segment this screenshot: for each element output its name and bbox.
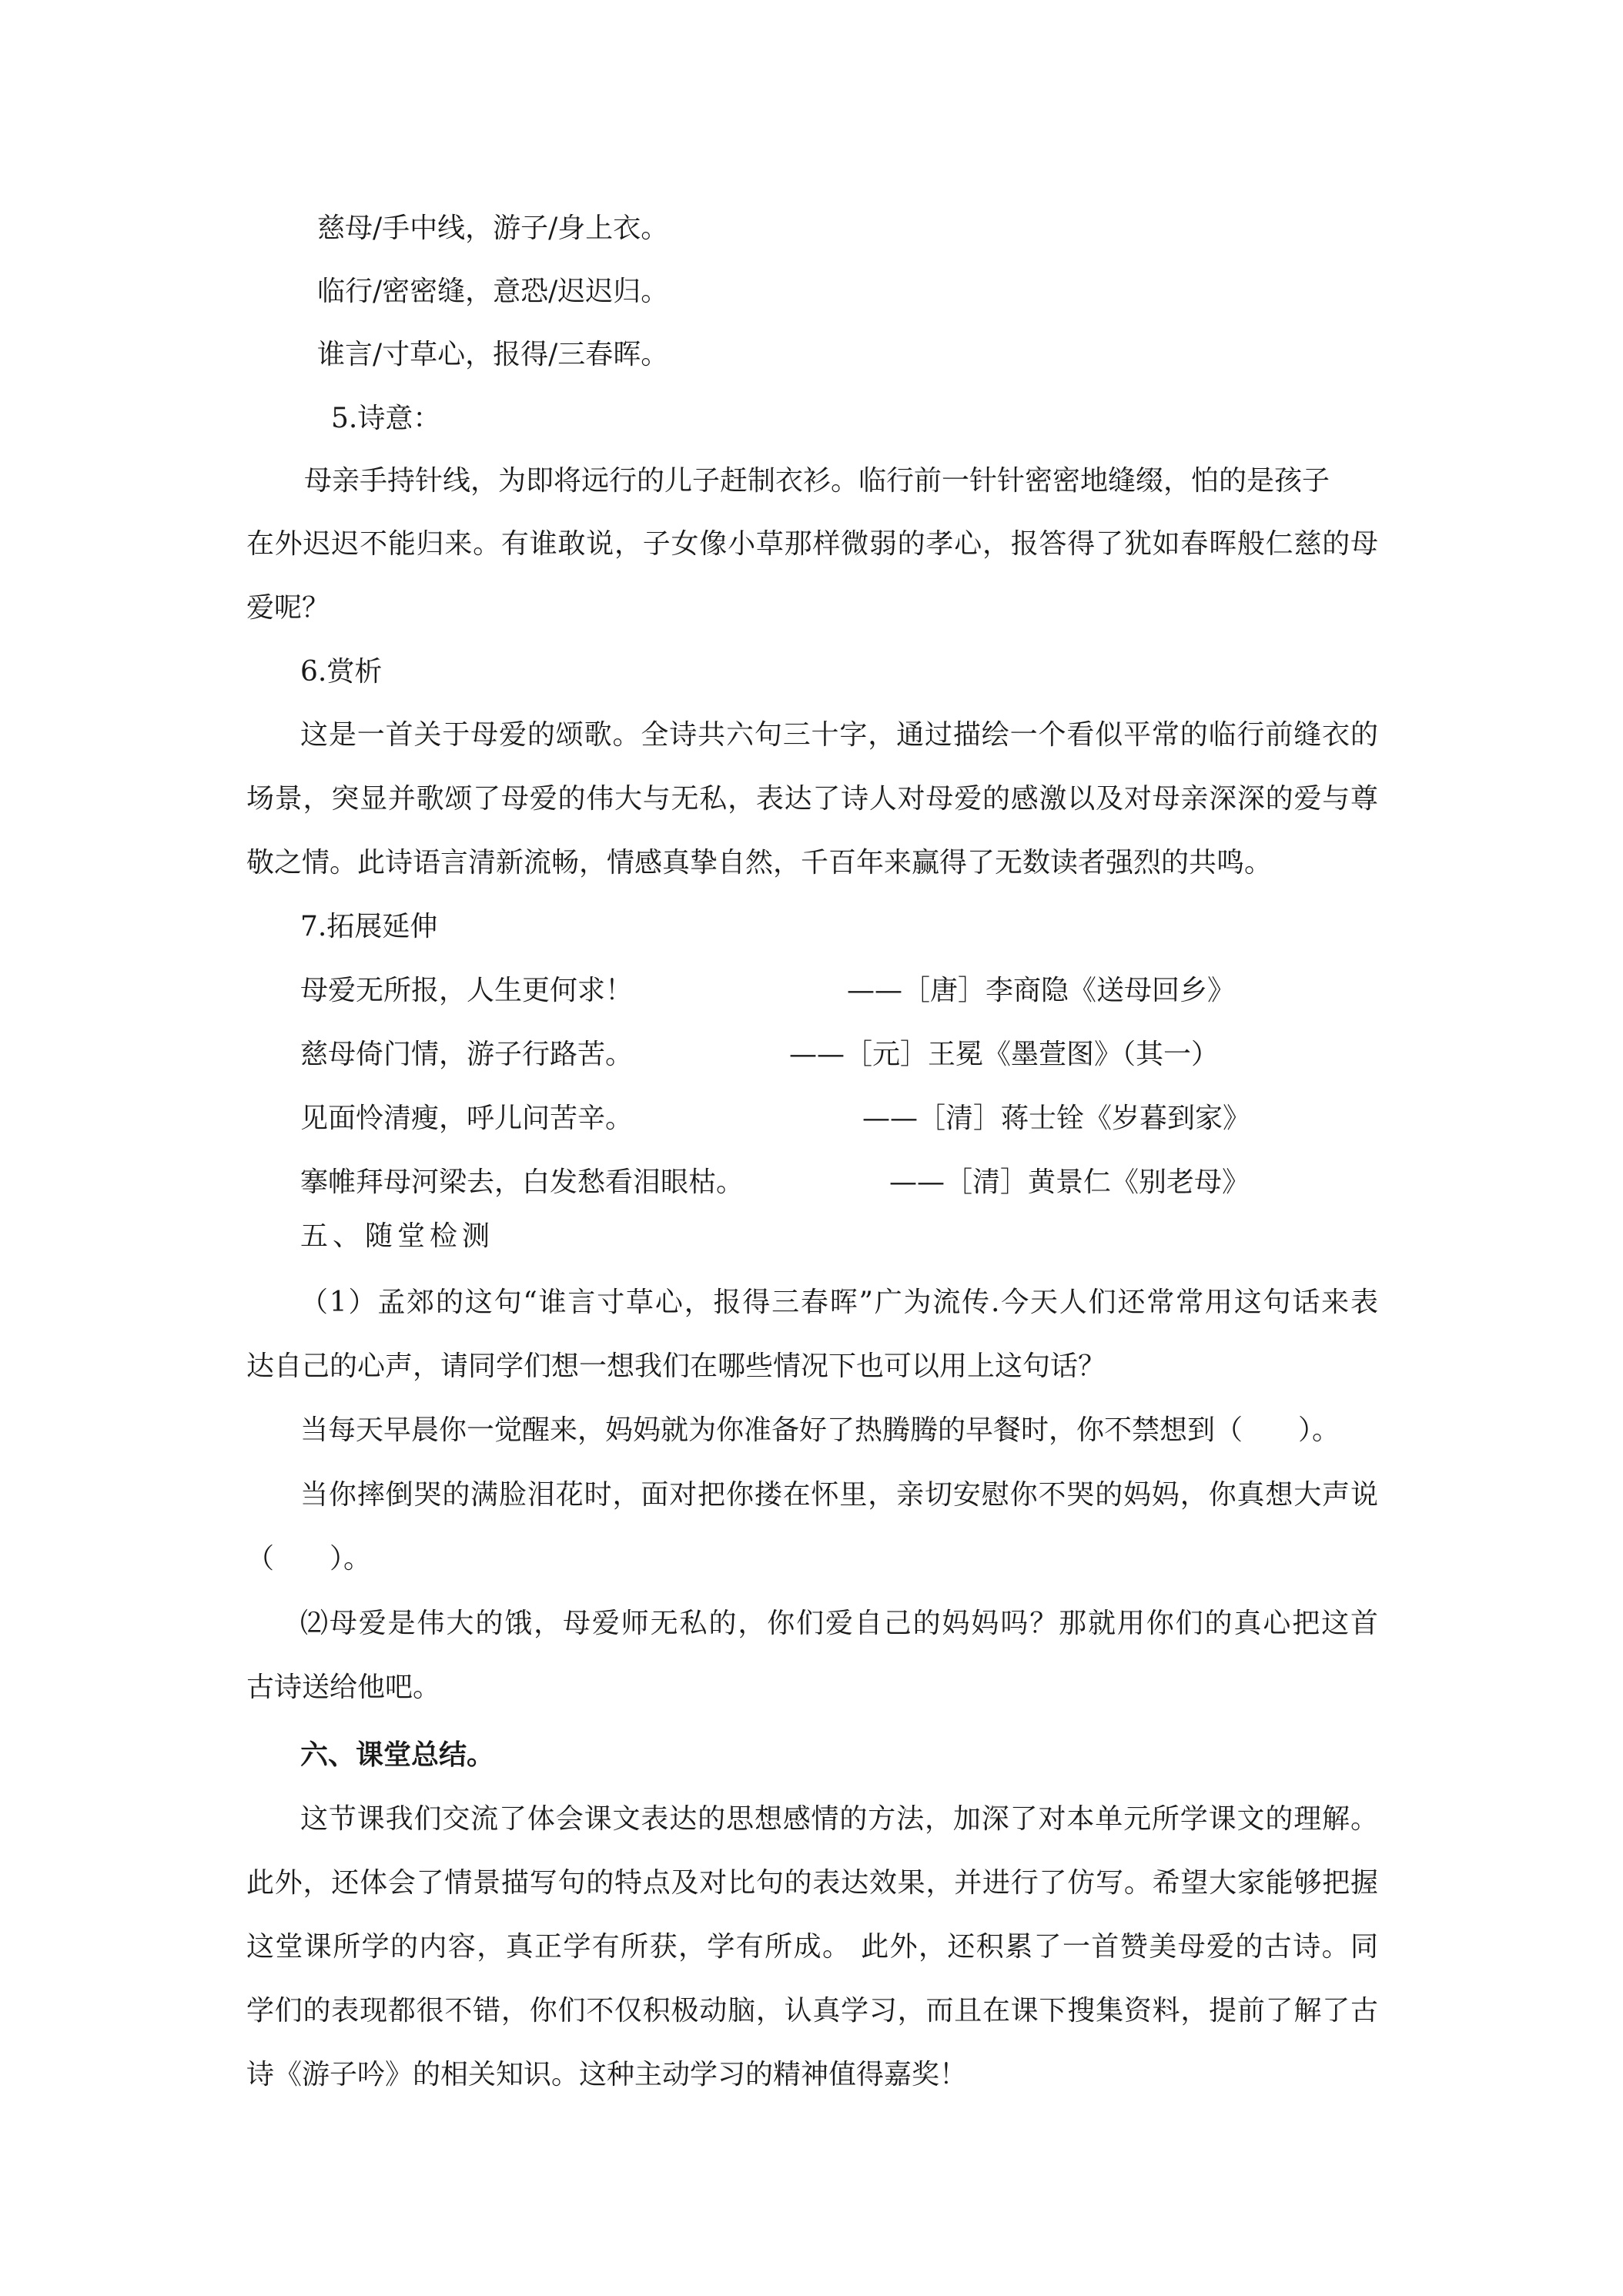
paragraph-line: 这是一首关于母爱的颂歌。全诗共六句三十字，通过描绘一个看似平常的临行前缝衣的 [300,719,1378,751]
section-heading-meaning: 5.诗意： [331,403,441,434]
poem-line: 临行/密密缝，意恐/迟迟归。 [317,276,669,307]
poem-line: 慈母/手中线，游子/身上衣。 [317,213,669,244]
extension-verse: 见面怜清瘦，呼儿问苦辛。 [300,1103,634,1134]
paragraph-line: 场景，突显并歌颂了母爱的伟大与无私，表达了诗人对母爱的感激以及对母亲深深的爱与尊 [246,783,1378,815]
paragraph-line: 古诗送给他吧。 [246,1672,441,1703]
extension-verse: 搴帷拜母河梁去，白发愁看泪眼枯。 [300,1166,745,1198]
section-heading-check: 五、随堂检测 [300,1220,495,1252]
section-heading-summary: 六、课堂总结。 [300,1739,495,1771]
paragraph-line: 在外迟迟不能归来。有谁敢说，子女像小草那样微弱的孝心，报答得了犹如春晖般仁慈的母 [246,528,1378,560]
fill-blank-question: 当你摔倒哭的满脸泪花时，面对把你搂在怀里，亲切安慰你不哭的妈妈，你真想大声说 [300,1479,1378,1511]
paragraph-line: 爱呢？ [246,592,330,624]
paragraph-line: （1）孟郊的这句“谁言寸草心，报得三春晖”广为流传.今天人们还常常用这句话来表 [300,1287,1378,1318]
paragraph-line: 诗《游子吟》的相关知识。这种主动学习的精神值得嘉奖！ [246,2059,968,2090]
paragraph-line: 这节课我们交流了体会课文表达的思想感情的方法，加深了对本单元所学课文的理解。 [300,1803,1378,1835]
section-heading-extension: 7.拓展延伸 [300,911,438,942]
paragraph-line: 此外，还体会了情景描写句的特点及对比句的表达效果，并进行了仿写。希望大家能够把握 [246,1867,1378,1899]
paragraph-line: 母亲手持针线，为即将远行的儿子赶制衣衫。临行前一针针密密地缝缀，怕的是孩子 [304,465,1330,497]
extension-source: ——［清］蒋士铨《岁暮到家》 [862,1103,1251,1134]
paragraph-line: 学们的表现都很不错，你们不仅积极动脑，认真学习，而且在课下搜集资料，提前了解了古 [246,1995,1378,2027]
extension-verse: 母爱无所报，人生更何求！ [300,975,634,1006]
extension-verse: 慈母倚门情，游子行路苦。 [300,1039,634,1070]
fill-blank-question: 当每天早晨你一觉醒来，妈妈就为你准备好了热腾腾的早餐时，你不禁想到（ ）。 [300,1414,1340,1446]
section-heading-appreciation: 6.赏析 [300,656,383,688]
paragraph-line: 敬之情。此诗语言清新流畅，情感真挚自然，千百年来赢得了无数读者强烈的共鸣。 [246,847,1273,879]
fill-blank-question: （ ）。 [246,1543,372,1575]
extension-source: ——［元］王冕《墨萱图》（其一） [789,1039,1220,1070]
extension-source: ——［清］黄景仁《别老母》 [889,1166,1250,1198]
paragraph-line: 达自己的心声，请同学们想一想我们在哪些情况下也可以用上这句话？ [246,1350,1106,1382]
paragraph-line: 这堂课所学的内容，真正学有所获，学有所成。 此外，还积累了一首赞美母爱的古诗。同 [246,1931,1378,1963]
paragraph-line: ⑵母爱是伟大的饿，母爱师无私的，你们爱自己的妈妈吗？那就用你们的真心把这首 [300,1608,1378,1639]
extension-source: ——［唐］李商隐《送母回乡》 [847,975,1236,1006]
poem-line: 谁言/寸草心，报得/三春晖。 [317,339,669,370]
